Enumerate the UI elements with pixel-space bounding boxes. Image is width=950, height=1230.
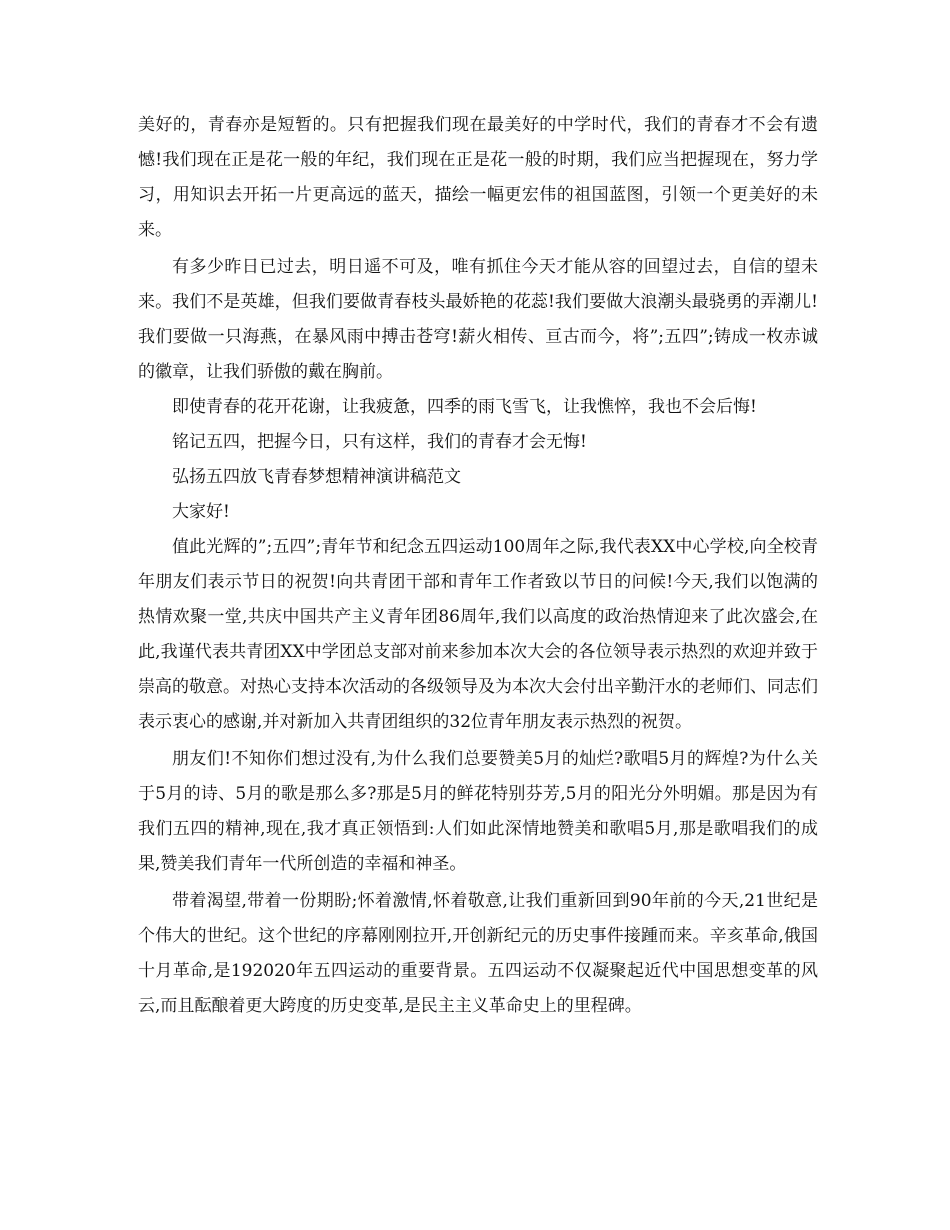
paragraph: 值此光辉的”;五四”;青年节和纪念五四运动100周年之际,我代表XX中心学校,向全校青年朋友们表示节日的祝贺!向共青团干部和青年工作者致以节日的问候!今天,我们以饱满的热情欢聚一堂,共庆中国共产主义青年团86周年,我们以高度的政治热情迎来了此次盛会,在此,我谨代表共青团XX中学团总支部对前来参加本次大会的各位领导表示热烈的欢迎并致于崇高的敬意。对热心支持本次活动的各级领导及为本次大会付出辛勤汗水的老师们、同志们表示衷心的感谢,并对新加入共青团组织的32位青年朋友表示热烈的祝贺。: [138, 537, 818, 732]
document-body: [138, 108, 818, 1024]
greeting: 大家好!: [172, 502, 230, 522]
paragraph: 有多少昨日已过去，明日遥不可及，唯有抓住今天才能从容的回望过去，自信的望未来。我们不是英雄，但我们要做青春枝头最娇艳的花蕊!我们要做大浪潮头最骁勇的弄潮儿!我们要做一只海燕，在暴风雨中搏击苍穹!薪火相传、亘古而今，将”;五四”;铸成一枚赤诚的徽章，让我们骄傲的戴在胸前。: [138, 257, 818, 382]
paragraph: 铭记五四，把握今日，只有这样，我们的青春才会无悔!: [172, 432, 587, 452]
section-title: 弘扬五四放飞青春梦想精神演讲稿范文: [172, 467, 461, 487]
paragraph: 朋友们!不知你们想过没有,为什么我们总要赞美5月的灿烂?歌唱5月的辉煌?为什么关于5月的诗、5月的歌是那么多?那是5月的鲜花特别芬芳,5月的阳光分外明媚。那是因为有我们五四的精神,现在,我才真正领悟到:人们如此深情地赞美和歌唱5月,那是歌唱我们的成果,赞美我们青年一代所创造的幸福和神圣。: [138, 749, 818, 874]
paragraph: 带着渴望,带着一份期盼;怀着激情,怀着敬意,让我们重新回到90年前的今天,21世纪是个伟大的世纪。这个世纪的序幕刚刚拉开,开创新纪元的历史事件接踵而来。辛亥革命,俄国十月革命,是192020年五四运动的重要背景。五四运动不仅凝聚起近代中国思想变革的风云,而且酝酿着更大跨度的历史变革,是民主主义革命史上的里程碑。: [138, 891, 818, 1016]
paragraph: 即使青春的花开花谢，让我疲惫，四季的雨飞雪飞，让我憔悴，我也不会后悔!: [172, 397, 757, 417]
paragraph-continuation: 美好的，青春亦是短暂的。只有把握我们现在最美好的中学时代，我们的青春才不会有遗憾!我们现在正是花一般的年纪，我们现在正是花一般的时期，我们应当把握现在，努力学习，用知识去开拓一片更高远的蓝天，描绘一幅更宏伟的祖国蓝图，引领一个更美好的未来。: [138, 115, 818, 240]
